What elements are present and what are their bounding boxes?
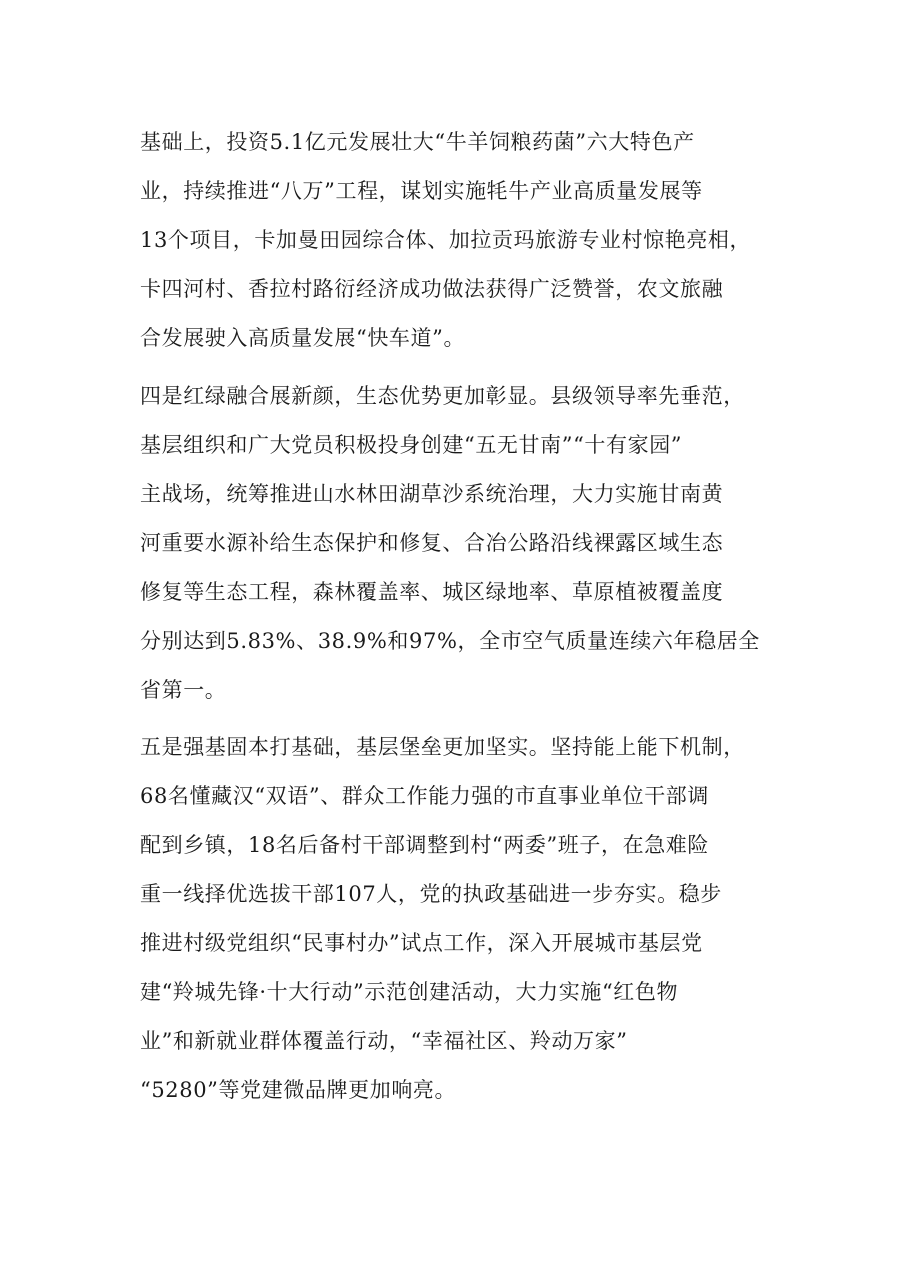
paragraph-grassroots xyxy=(140,723,780,1115)
paragraph-ecology xyxy=(140,372,780,715)
text-line: 基础上，投资5.1亿元发展壮大“牛羊饲粮药菌”六大特色产 xyxy=(140,130,695,154)
text-line: “5280”等党建微品牌更加响亮。 xyxy=(140,1078,457,1102)
text-line: 主战场，统筹推进山水林田湖草沙系统治理，大力实施甘南黄 xyxy=(140,482,724,506)
text-line: 省第一。 xyxy=(140,678,227,702)
text-line: 建“羚城先锋·十大行动”示范创建活动，大力实施“红色物 xyxy=(140,980,679,1004)
text-line: 修复等生态工程，森林覆盖率、城区绿地率、草原植被覆盖度 xyxy=(140,580,724,604)
text-line: 五是强基固本打基础，基层堡垒更加坚实。坚持能上能下机制， xyxy=(140,735,745,759)
text-line: 分别达到5.83%、38.9%和97%，全市空气质量连续六年稳居全 xyxy=(140,629,760,653)
text-line: 卡四河村、香拉村路衍经济成功做法获得广泛赞誉，农文旅融 xyxy=(140,277,724,301)
text-line: 推进村级党组织“民事村办”试点工作，深入开展城市基层党 xyxy=(140,931,703,955)
paragraph-agriculture-tourism xyxy=(140,118,780,363)
text-line: 配到乡镇，18名后备村干部调整到村“两委”班子，在急难险 xyxy=(140,833,709,857)
text-line: 基层组织和广大党员积极投身创建“五无甘南”“十有家园” xyxy=(140,433,683,457)
text-line: 业，持续推进“八万”工程，谋划实施牦牛产业高质量发展等 xyxy=(140,179,703,203)
text-line: 业”和新就业群体覆盖行动，“幸福社区、羚动万家” xyxy=(140,1029,628,1053)
text-line: 四是红绿融合展新颜，生态优势更加彰显。县级领导率先垂范， xyxy=(140,384,745,408)
text-line: 河重要水源补给生态保护和修复、合冶公路沿线裸露区域生态 xyxy=(140,531,724,555)
text-line: 合发展驶入高质量发展“快车道”。 xyxy=(140,326,466,350)
text-line: 68名懂藏汉“双语”、群众工作能力强的市直事业单位干部调 xyxy=(140,784,709,808)
text-line: 13个项目，卡加曼田园综合体、加拉贡玛旅游专业村惊艳亮相， xyxy=(140,228,752,252)
text-line: 重一线择优选拔干部107人，党的执政基础进一步夯实。稳步 xyxy=(140,882,722,906)
